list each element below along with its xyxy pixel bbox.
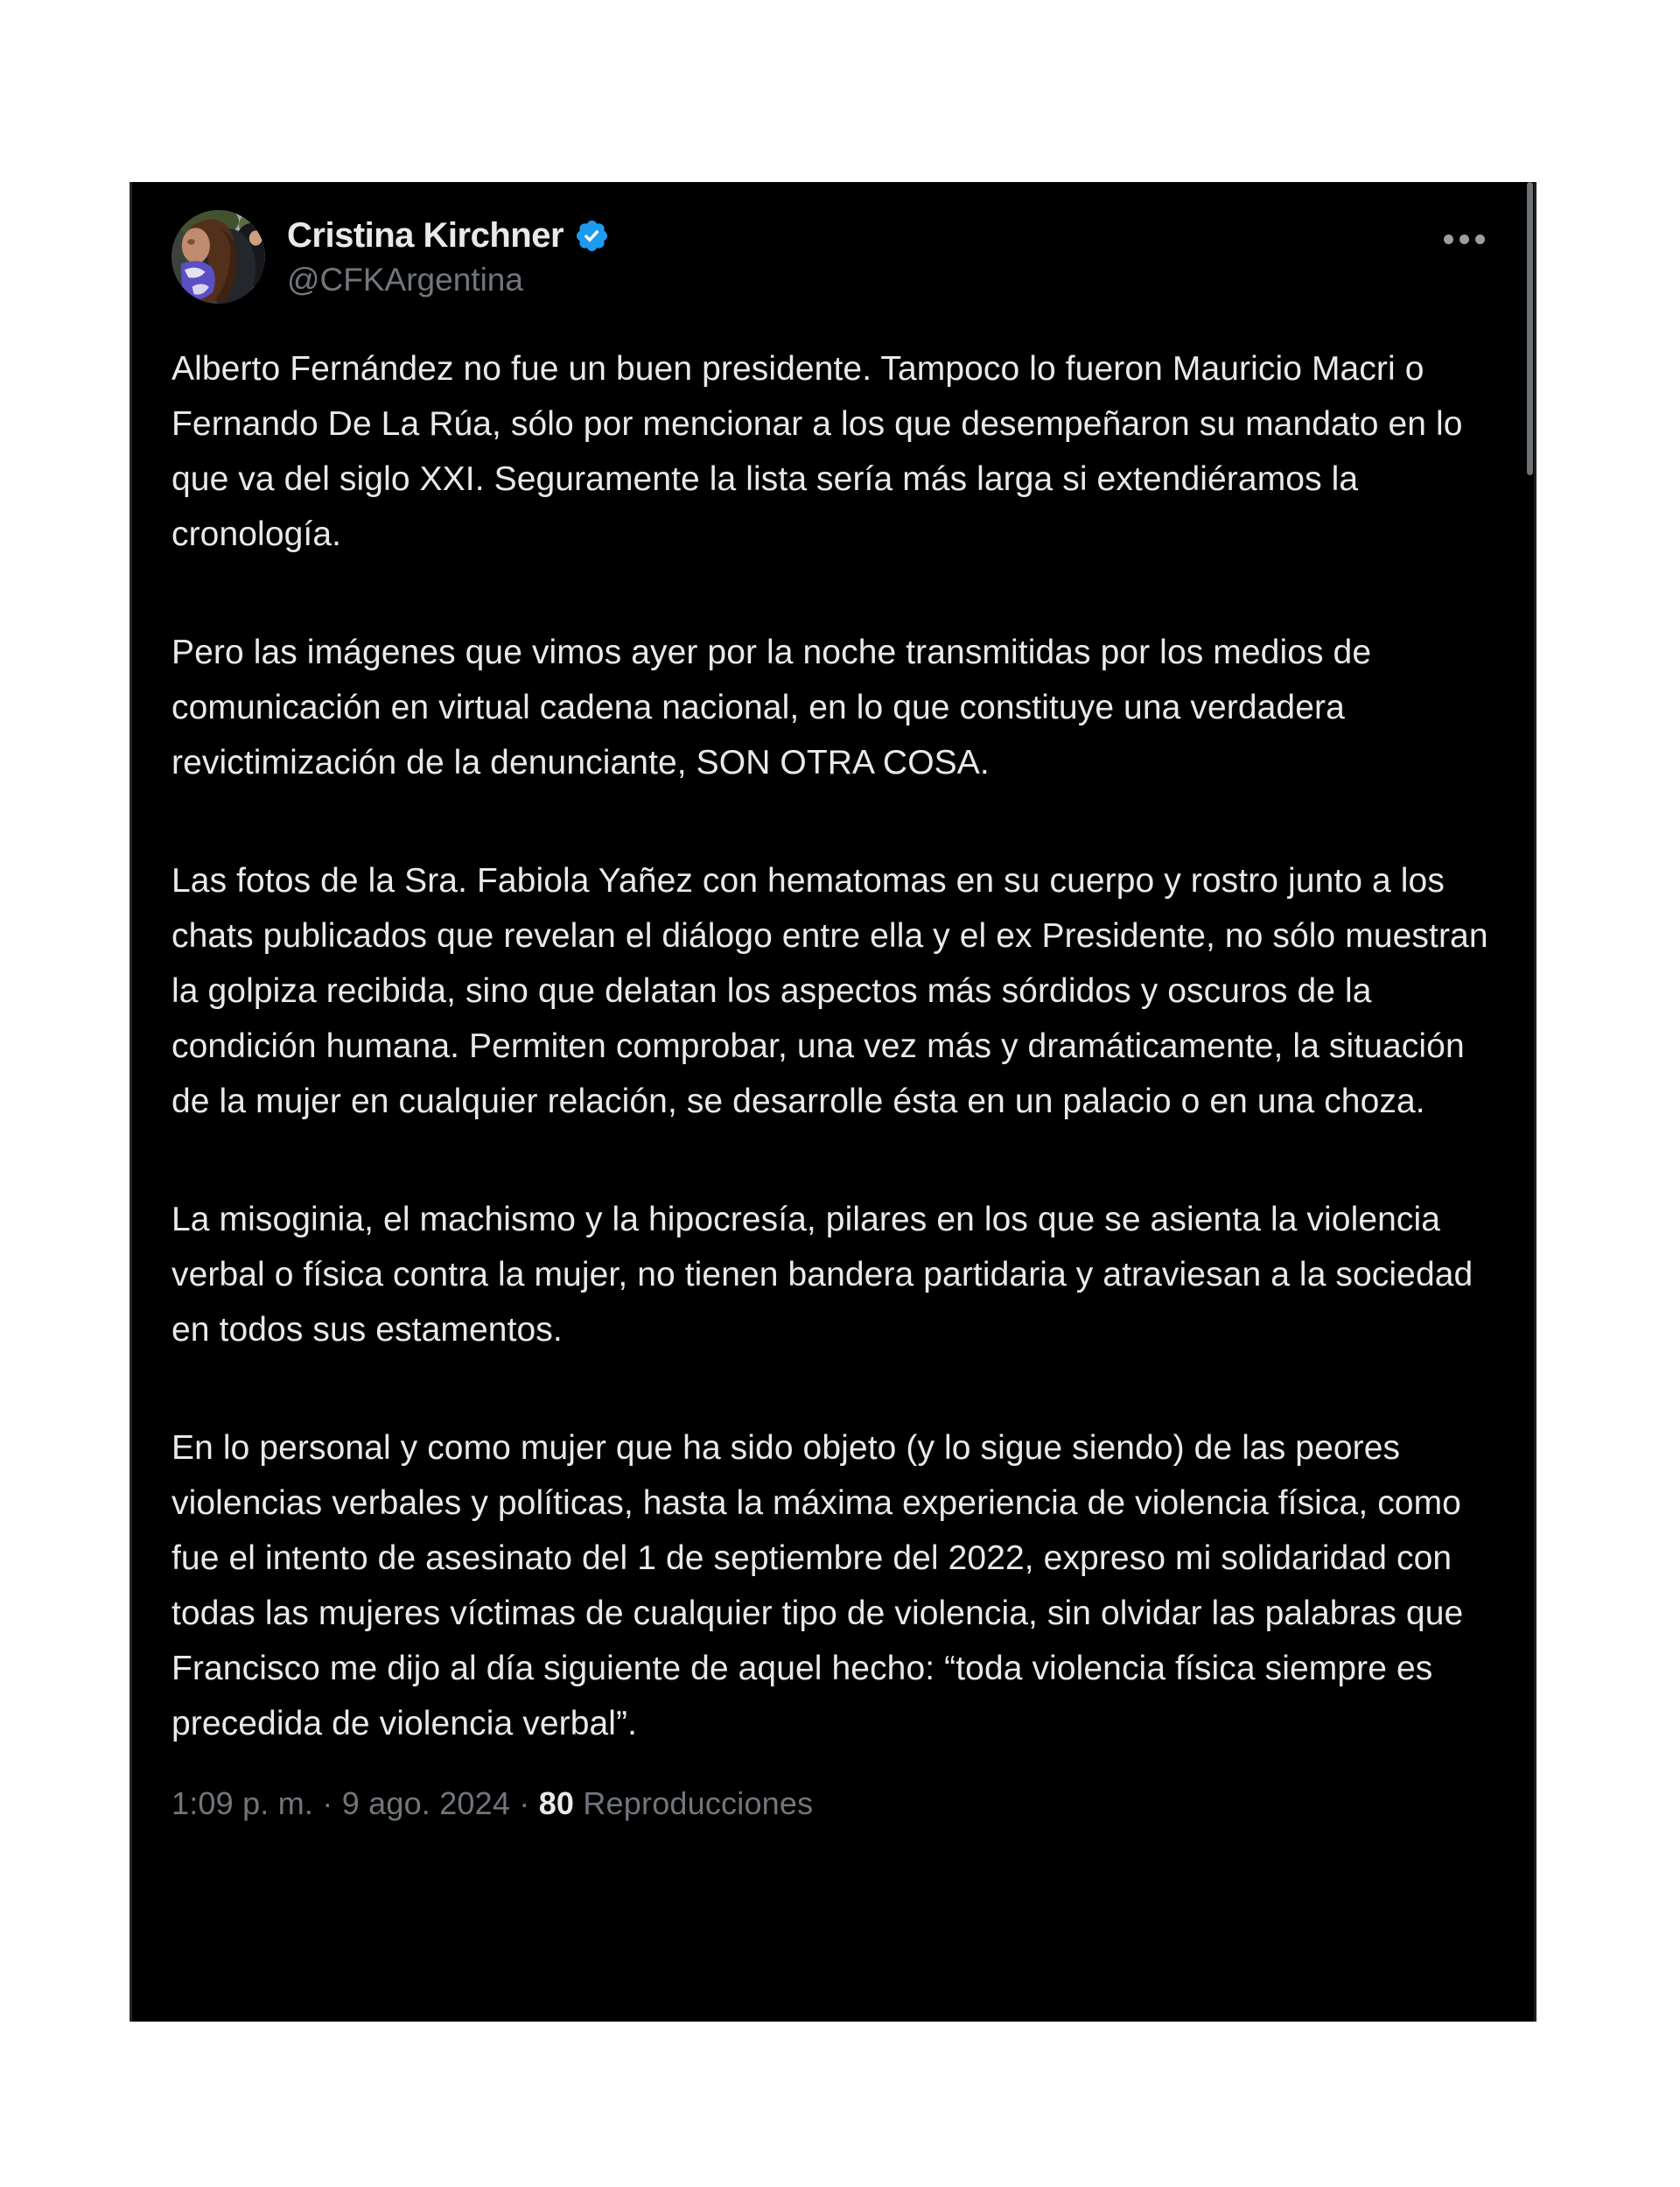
views-count: 80 bbox=[538, 1785, 575, 1821]
scrollbar-thumb[interactable] bbox=[1527, 182, 1533, 475]
more-button[interactable] bbox=[1438, 229, 1490, 249]
timestamp-time: 1:09 p. m. bbox=[172, 1785, 314, 1821]
more-horizontal-icon bbox=[1460, 235, 1469, 244]
separator-dot: · bbox=[519, 1785, 530, 1821]
author-handle[interactable]: @CFKArgentina bbox=[287, 262, 523, 298]
verified-badge-icon bbox=[574, 218, 610, 254]
tweet-body bbox=[172, 341, 1493, 1751]
author-name[interactable]: Cristina Kirchner bbox=[287, 216, 564, 255]
tweet-paragraph: La misoginia, el machismo y la hipocresía, pilares en los que se asienta la violencia verbal o física contra la mujer, no tienen bandera partidaria y atraviesan a la sociedad en todos sus estamentos. bbox=[172, 1201, 1474, 1349]
views-label: Reproducciones bbox=[583, 1785, 814, 1821]
tweet-card bbox=[130, 182, 1536, 2022]
separator-dot: · bbox=[322, 1785, 333, 1821]
more-horizontal-icon bbox=[1444, 235, 1453, 244]
tweet-header bbox=[172, 210, 1490, 304]
avatar[interactable] bbox=[172, 210, 265, 304]
tweet-paragraph: Pero las imágenes que vimos ayer por la noche transmitidas por los medios de comunicación en virtual cadena nacional, en lo que constituye una verdadera revictimización de la denunciante, SON OTRA COSA. bbox=[172, 634, 1372, 782]
tweet-footer bbox=[172, 1784, 1490, 1823]
tweet-paragraph: Las fotos de la Sra. Fabiola Yañez con hematomas en su cuerpo y rostro junto a los chats publicados que revelan el diálogo entre ella y el ex Presidente, no sólo muestran la golpiza recibida, sino que delatan los aspectos más sórdidos y oscuros de la condición humana. Permiten comprobar, una vez más y dramáticamente, la situación de la mujer en cualquier relación, se desarrolle ésta en un palacio o en una choza. bbox=[172, 862, 1488, 1120]
more-horizontal-icon bbox=[1475, 235, 1485, 244]
timestamp-date: 9 ago. 2024 bbox=[341, 1785, 511, 1821]
tweet-paragraph: Alberto Fernández no fue un buen presidente. Tampoco lo fueron Mauricio Macri o Fernando De La Rúa, sólo por mencionar a los que desempeñaron su mandato en lo que va del siglo XXI. Seguramente la lista sería más larga si extendiéramos la cronología. bbox=[172, 350, 1463, 553]
tweet-paragraph: En lo personal y como mujer que ha sido objeto (y lo sigue siendo) de las peores violencias verbales y políticas, hasta la máxima experiencia de violencia física, como fue el intento de asesinato del 1 de septiembre del 2022, expreso mi solidaridad con todas las mujeres víctimas de cualquier tipo de violencia, sin olvidar las palabras que Francisco me dijo al día siguiente de aquel hecho: “toda violencia física siempre es precedida de violencia verbal”. bbox=[172, 1429, 1464, 1742]
author-block[interactable] bbox=[287, 210, 610, 299]
author-name-row bbox=[287, 215, 610, 256]
profile-photo-icon bbox=[172, 210, 265, 304]
